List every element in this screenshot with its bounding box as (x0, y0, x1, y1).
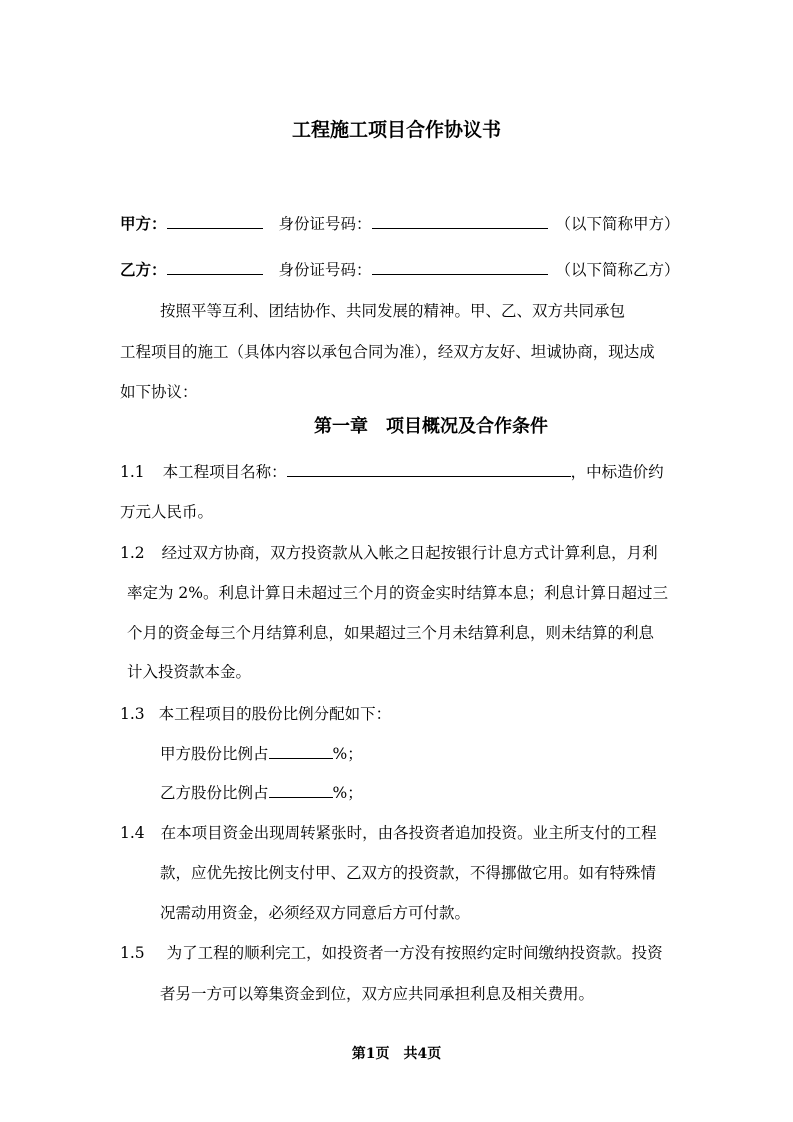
preamble-line-2: 工程项目的施工（具体内容以承包合同为准），经双方友好、坦诚协商，现达成 (120, 343, 655, 361)
preamble-line-1: 按照平等互利、团结协作、共同发展的精神。甲、乙、双方共同承包 (160, 302, 626, 320)
clause-1-4-line-2: 款，应优先按比例支付甲、乙双方的投资款，不得挪做它用。如有特殊情 (160, 864, 657, 882)
party-a-name-blank (167, 214, 263, 229)
page-footer: 第1页 共4页 (351, 1046, 442, 1062)
clause-number: 1.2 (120, 544, 145, 562)
clause-number: 1.1 (120, 463, 145, 481)
clause-1-2-line-1 (120, 541, 658, 563)
share-b-blank (269, 783, 333, 798)
project-name-blank (287, 462, 571, 477)
share-a-blank (269, 744, 333, 759)
clause-number: 1.5 (120, 944, 145, 962)
clause-1-4-line-3: 况需动用资金，必须经双方同意后方可付款。 (160, 904, 471, 922)
clause-1-2-line-2: 率定为 2%。利息计算日未超过三个月的资金实时结算本息；利息计算日超过三 (127, 584, 669, 602)
party-b-id-blank (372, 260, 548, 275)
clause-text: 本工程项目名称： (162, 463, 287, 481)
clause-1-3-share-a (160, 742, 363, 764)
party-b-suffix: （以下简称乙方） (555, 261, 680, 279)
party-b-id-label: 身份证号码： (278, 261, 372, 279)
percent-suffix: %； (332, 784, 363, 802)
party-a-label: 甲方： (120, 214, 167, 233)
clause-1-5-line-1 (120, 941, 663, 963)
preamble-line-3: 如下协议： (120, 383, 198, 401)
clause-text: 为了工程的顺利完工，如投资者一方没有按照约定时间缴纳投资款。投资 (166, 944, 663, 962)
clause-1-2-line-4: 计入投资款本金。 (127, 663, 252, 681)
clause-text: 本工程项目的股份比例分配如下： (158, 705, 392, 723)
clause-1-5-line-2: 者另一方可以筹集资金到位，双方应共同承担利息及相关费用。 (160, 985, 595, 1003)
party-a-id-label: 身份证号码： (278, 215, 372, 233)
party-b-name-blank (167, 260, 263, 275)
party-b-label: 乙方： (120, 260, 167, 279)
clause-text: 经过双方协商，双方投资款从入帐之日起按银行计息方式计算利息，月利 (161, 544, 658, 562)
clause-1-4-line-1 (120, 821, 657, 843)
document-title: 工程施工项目合作协议书 (291, 119, 501, 141)
percent-suffix: %； (332, 745, 363, 763)
clause-text: 在本项目资金出现周转紧张时，由各投资者追加投资。业主所支付的工程 (160, 824, 657, 842)
clause-number: 1.3 (120, 705, 145, 723)
party-a-row (120, 212, 680, 234)
chapter-heading: 第一章 项目概况及合作条件 (314, 416, 548, 437)
clause-1-1-line-1 (120, 460, 664, 482)
share-b-label: 乙方股份比例占 (160, 784, 269, 802)
party-a-suffix: （以下简称甲方） (555, 215, 680, 233)
party-b-row (120, 258, 680, 280)
clause-1-3-share-b (160, 781, 363, 803)
share-a-label: 甲方股份比例占 (160, 745, 269, 763)
clause-1-1-line-2: 万元人民币。 (120, 503, 214, 521)
clause-1-3-line-1 (120, 702, 391, 724)
party-a-id-blank (372, 214, 548, 229)
clause-1-2-line-3: 个月的资金每三个月结算利息，如果超过三个月未结算利息，则未结算的利息 (127, 624, 655, 642)
clause-text: ，中标造价约 (570, 463, 664, 481)
clause-number: 1.4 (120, 824, 145, 842)
